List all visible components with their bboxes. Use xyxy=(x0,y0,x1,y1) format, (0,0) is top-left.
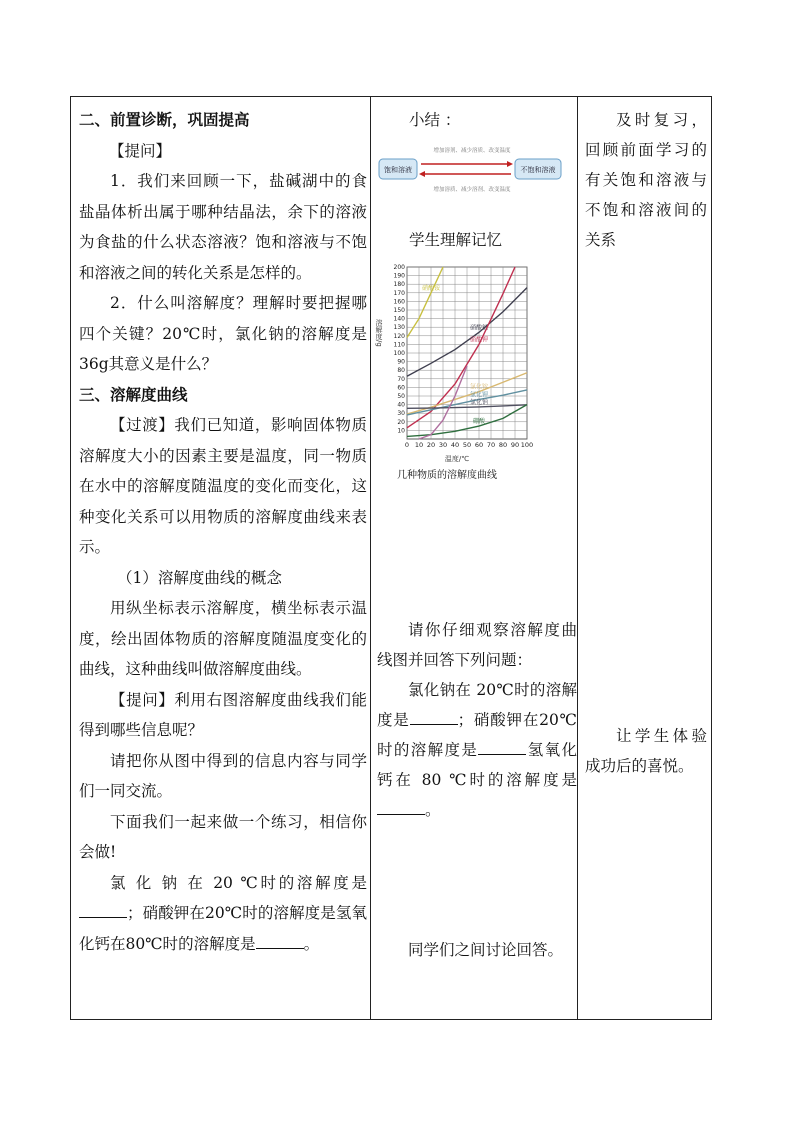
experience-note: 让学生体验成功后的喜悦。 xyxy=(585,727,707,775)
summary-label: 小结 ： xyxy=(409,111,461,129)
y-tick-label: 180 xyxy=(393,281,405,289)
bottom-conversion-text: 增加溶质、减少溶剂、改变温度 xyxy=(433,187,511,193)
unsaturated-label: 不饱和溶液 xyxy=(520,166,556,174)
y-tick-label: 120 xyxy=(393,332,405,340)
y-tick-label: 70 xyxy=(397,375,405,383)
x-tick-label: 100 xyxy=(520,441,534,449)
y-tick-label: 80 xyxy=(397,367,405,375)
memo-label: 学生理解记忆 xyxy=(409,231,503,249)
chart-questions: 氯化钠在 20℃时的溶解度是 ；硝酸钾在20℃时的溶解度是 氢氧化钙在 80 ℃时的溶解度是。 xyxy=(377,681,577,819)
top-conversion-text: 增加溶剂、减少溶质、改变温度 xyxy=(433,148,511,154)
column-divider xyxy=(577,97,578,1019)
tiwen-label: 【提问】 xyxy=(109,141,172,160)
answer-blank[interactable] xyxy=(377,800,425,815)
x-tick-label: 0 xyxy=(404,441,410,449)
backward-arrowhead xyxy=(419,171,425,177)
y-tick-label: 30 xyxy=(397,410,405,418)
series-label: 氯化钠 xyxy=(469,398,489,406)
y-tick-label: 50 xyxy=(397,393,405,400)
y-tick-label: 40 xyxy=(397,401,405,409)
y-tick-label: 110 xyxy=(393,341,405,349)
y-axis-label: 溶解度/g xyxy=(375,319,383,347)
saturated-label: 饱和溶液 xyxy=(384,166,412,174)
chart-caption: 几种物质的溶解度曲线 xyxy=(397,470,497,481)
answer-blank[interactable] xyxy=(410,710,458,725)
exercise-paragraph: 氯 化 钠 在 20 ℃时的溶解度是；硝酸钾在20℃时的溶解度是氢氧化钙在80℃时的溶解度是 。 xyxy=(79,873,367,953)
x-tick-label: 60 xyxy=(474,441,484,449)
x-tick-label: 20 xyxy=(426,441,436,449)
question-1: 1．我们来回顾一下，盐碱湖中的食盐晶体析出属于哪种结晶法，余下的溶液为食盐的什么状态溶液？饱和溶液与不饱和溶液之间的转化关系是怎样的。 xyxy=(79,172,367,282)
x-tick-label: 40 xyxy=(450,441,460,449)
question-prompt: 【提问】利用右图溶解度曲线我们能得到哪些信息呢？ xyxy=(79,690,367,739)
observe-prompt: 请你仔细观察溶解度曲线图并回答下列问题： xyxy=(377,621,577,669)
design-intent-column xyxy=(585,105,707,781)
student-activity-column xyxy=(377,105,577,965)
series-label: 硝酸铵 xyxy=(421,284,441,292)
y-tick-label: 10 xyxy=(397,427,405,435)
y-tick-label: 90 xyxy=(397,358,405,366)
review-note: 及时复习，回顾前面学习的有关饱和溶液与不饱和溶液间的关系 xyxy=(585,111,707,249)
definition-paragraph: 用纵坐标表示溶解度，横坐标表示温度，绘出固体物质的溶解度随温度变化的曲线，这种曲线叫做溶解度曲线。 xyxy=(79,599,367,678)
solubility-chart xyxy=(377,259,577,469)
y-tick-label: 150 xyxy=(393,307,405,314)
y-tick-label: 20 xyxy=(397,418,405,426)
y-tick-label: 100 xyxy=(393,350,405,357)
share-paragraph: 请把你从图中得到的信息内容与同学们一同交流。 xyxy=(79,751,367,800)
forward-arrowhead xyxy=(507,161,513,167)
y-tick-label: 160 xyxy=(393,298,405,306)
y-tick-label: 60 xyxy=(397,384,405,392)
section-heading-3: 三、溶解度曲线 xyxy=(79,384,188,404)
discuss-note: 同学们之间讨论回答。 xyxy=(408,941,564,959)
practice-paragraph: 下面我们一起来做一个练习，相信你会做! xyxy=(79,812,367,861)
x-tick-label: 50 xyxy=(462,441,472,449)
subheading-concept: （1）溶解度曲线的概念 xyxy=(117,568,282,587)
y-tick-label: 170 xyxy=(393,289,405,297)
answer-blank[interactable] xyxy=(478,740,526,755)
x-axis-label: 温度/℃ xyxy=(444,455,470,463)
column-divider xyxy=(370,97,371,1019)
question-2: 2．什么叫溶解度？理解时要把握哪四个关键？20℃时，氯化钠的溶解度是36g其意义是什么？ xyxy=(79,294,367,373)
series-label: 硝酸钠 xyxy=(469,324,489,332)
answer-blank[interactable] xyxy=(256,934,304,949)
lesson-table xyxy=(70,96,712,1020)
x-tick-label: 90 xyxy=(510,441,520,449)
x-tick-label: 80 xyxy=(498,441,508,449)
x-tick-label: 10 xyxy=(414,441,424,449)
transition-paragraph: 【过渡】我们已知道，影响固体物质溶解度大小的因素主要是温度，同一物质在水中的溶解度随温度的变化而变化，这种变化关系可以用物质的溶解度曲线来表示。 xyxy=(79,416,367,556)
x-tick-label: 70 xyxy=(486,441,496,449)
series-label: 氯化铵 xyxy=(469,383,489,391)
conversion-diagram xyxy=(377,141,567,197)
section-heading-2: 二、前置诊断，巩固提高 xyxy=(79,110,250,129)
teacher-activity-column xyxy=(79,105,367,959)
y-tick-label: 200 xyxy=(393,264,405,271)
y-tick-label: 130 xyxy=(393,324,405,332)
y-tick-label: 140 xyxy=(393,315,405,323)
series-label: 硼酸 xyxy=(472,418,486,426)
x-tick-label: 30 xyxy=(438,441,448,449)
y-tick-label: 190 xyxy=(393,272,405,280)
series-label: 硝酸钾 xyxy=(469,336,489,344)
answer-blank[interactable] xyxy=(79,903,127,918)
series-label: 氯化钾 xyxy=(469,391,489,399)
